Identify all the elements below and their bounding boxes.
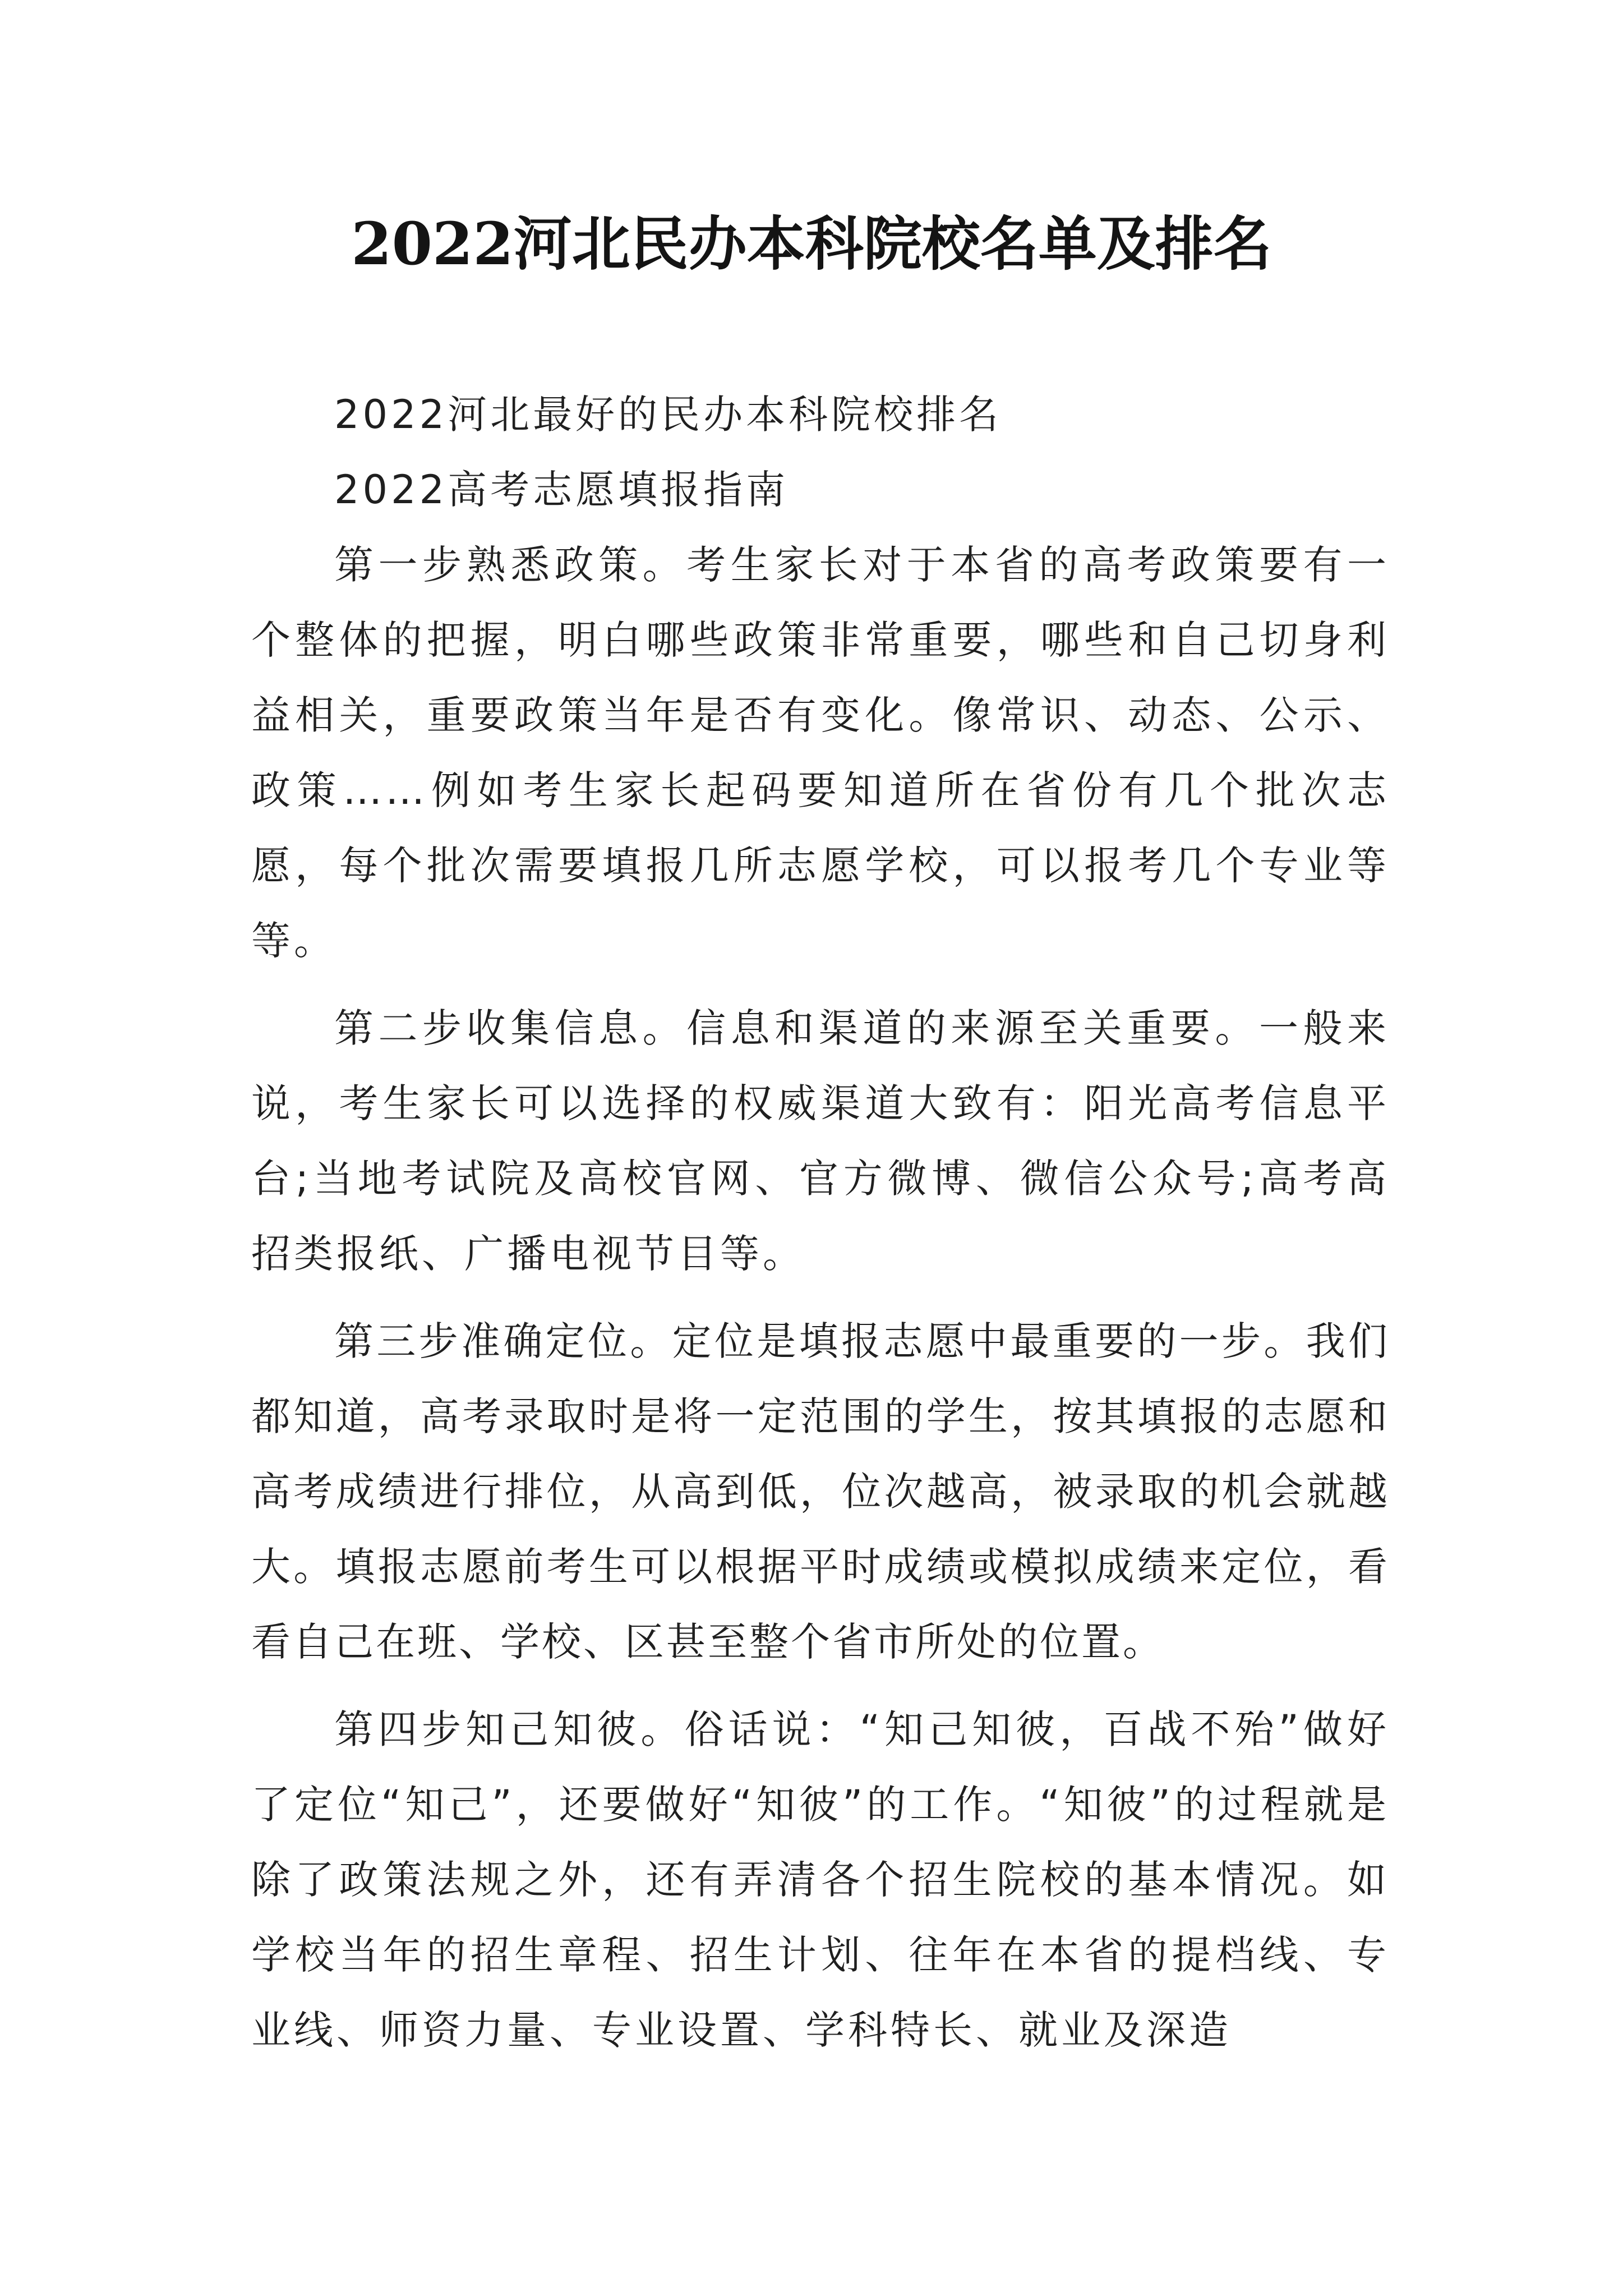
paragraph-step-four: 第四步知己知彼。俗话说：“知己知彼，百战不殆”做好了定位“知己”，还要做好“知彼”的工作。“知彼”的过程就是除了政策法规之外，还有弄清各个招生院校的基本情况。如学校当年的招生章程、招生计划、往年在本省的提档线、专业线、师资力量、专业设置、学科特长、就业及深造: [251, 1706, 1390, 2053]
paragraph-step-two: 第二步收集信息。信息和渠道的来源至关重要。一般来说，考生家长可以选择的权威渠道大致有：阳光高考信息平台;当地考试院及高校官网、官方微博、微信公众号;高考高招类报纸、广播电视节目等。: [251, 1005, 1390, 1277]
paragraph-ranking-heading: 2022河北最好的民办本科院校排名: [334, 392, 1002, 438]
paragraph-guide-heading: 2022高考志愿填报指南: [334, 467, 789, 513]
paragraph-step-one: 第一步熟悉政策。考生家长对于本省的高考政策要有一个整体的把握，明白哪些政策非常重要，哪些和自己切身利益相关，重要政策当年是否有变化。像常识、动态、公示、政策……例如考生家长起码要知道所在省份有几个批次志愿，每个批次需要填报几所志愿学校，可以报考几个专业等等。: [251, 542, 1390, 964]
document-title: 2022河北民办本科院校名单及排名: [351, 209, 1272, 278]
paragraph-step-three: 第三步准确定位。定位是填报志愿中最重要的一步。我们都知道，高考录取时是将一定范围的学生，按其填报的志愿和高考成绩进行排位，从高到低，位次越高，被录取的机会就越大。填报志愿前考生可以根据平时成绩或模拟成绩来定位，看看自己在班、学校、区甚至整个省市所处的位置。: [251, 1318, 1390, 1665]
document-body: [251, 377, 1390, 2068]
